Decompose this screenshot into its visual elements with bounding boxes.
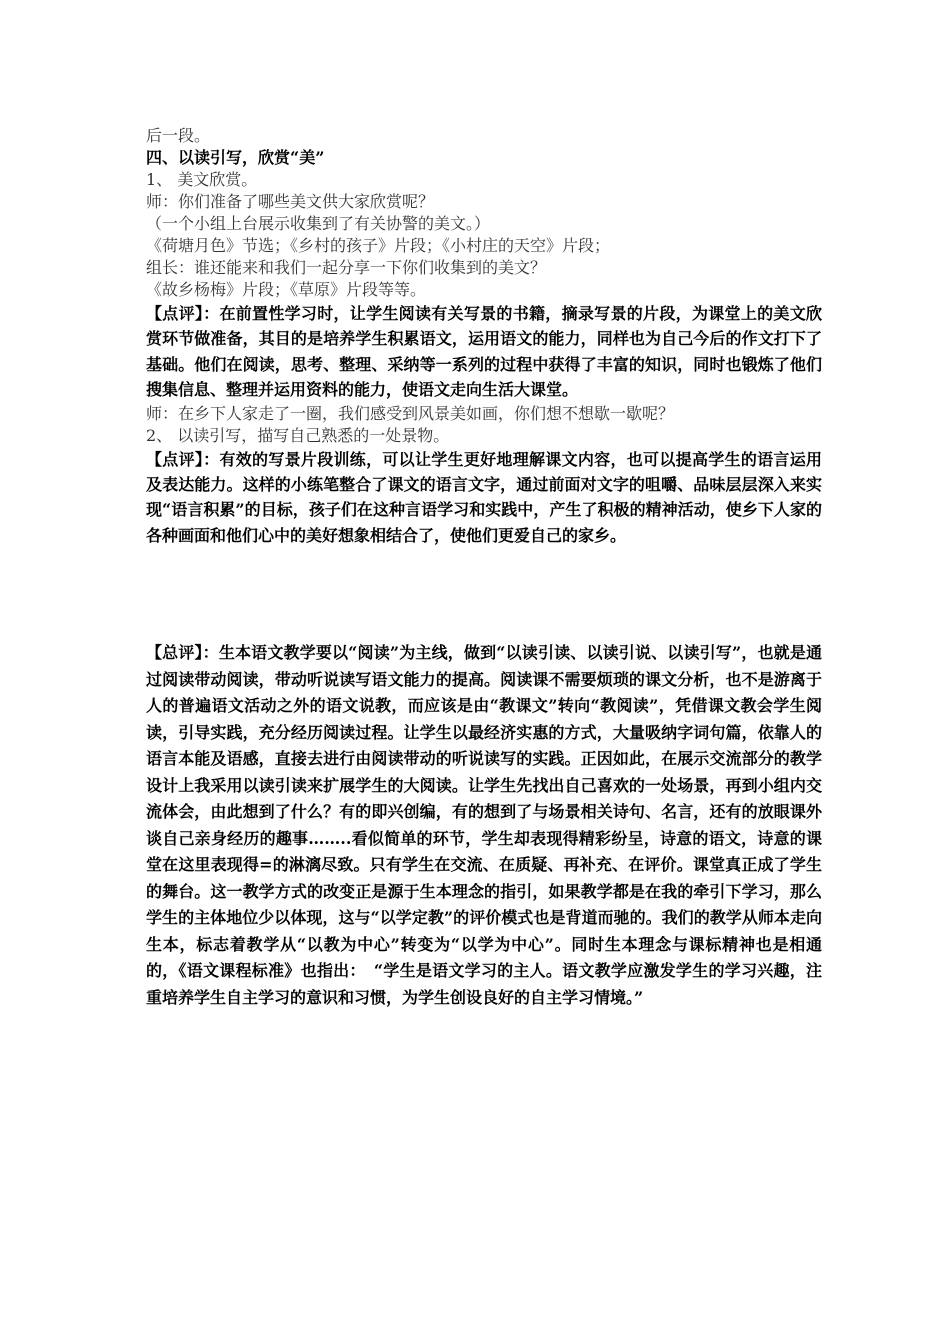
comment-paragraph-2: 【点评】：有效的写景片段训练，可以让学生更好地理解课文内容，也可以提高学生的语言运用及表达能力。这样的小练笔整合了课文的语言文字，通过前面对文字的咀嚼、品味层层深入来实现“语言积累”的目标，孩子们在这种言语学习和实践中，产生了积极的精神活动，使乡下人家的各种画面和他们心中的美好想象相结合了，使他们更爱自己的家乡。 <box>146 449 822 545</box>
summary-paragraph: 【总评】：生本语文教学要以“阅读”为主线，做到“以读引读、以读引说、以读引写”，也就是通过阅读带动阅读，带动听说读写语文能力的提高。阅读课不需要烦琐的课文分析，也不是游离于人的普遍语文活动之外的语文说教，而应该是由“教课文”转向“教阅读”，凭借课文教会学生阅读，引导实践，充分经历阅读过程。让学生以最经济实惠的方式，大量吸纳字词句篇，依靠人的语言本能及语感，直接去进行由阅读带动的听说读写的实践。正因如此，在展示交流部分的教学设计上我采用以读引读来扩展学生的大阅读。让学生先找出自己喜欢的一处场景，再到小组内交流体会，由此想到了什么？有的即兴创编，有的想到了与场景相关诗句、名言，还有的放眼课外谈自己亲身经历的趣事……..看似简单的环节，学生却表现得精彩纷呈，诗意的语文，诗意的课堂在这里表现得=的淋漓尽致。只有学生在交流、在质疑、再补充、在评价。课堂真正成了学生的舞台。这一教学方式的改变正是源于生本理念的指引，如果教学都是在我的牵引下学习，那么学生的主体地位少以体现，这与“以学定教”的评价模式也是背道而驰的。我们的教学从师本走向生本，标志着教学从“以教为中心”转变为“以学为中心”。同时生本理念与课标精神也是相通的，《语文课程标准》也指出： “学生是语文学习的主人。语文教学应激发学生的学习兴趣，注重培养学生自主学习的意识和习惯，为学生创设良好的自主学习情境。” <box>146 643 822 1007</box>
excerpts-line-2: 《故乡杨梅》片段；《草原》片段等等。 <box>146 280 427 299</box>
list-item-2: 2、 以读引写，描写自己熟悉的一处景物。 <box>146 425 450 445</box>
leader-line: 组长：谁还能来和我们一起分享一下你们收集到的美文？ <box>146 258 547 277</box>
list-item-1: 1、 美文欣赏。 <box>146 170 258 189</box>
teacher-question: 师：你们准备了哪些美文供大家欣赏呢？ <box>146 192 435 211</box>
paragraph-end-line: 后一段。 <box>146 126 211 145</box>
comment-paragraph-1: 【点评】：在前置性学习时，让学生阅读有关写景的书籍，摘录写景的片段，为课堂上的美文欣赏环节做准备，其目的是培养学生积累语文，运用语文的能力，同样也为自己今后的作文打下了基础。他们在阅读，思考、整理、采纳等一系列的过程中获得了丰富的知识，同时也锻炼了他们搜集信息、整理并运用资料的能力，使语文走向生活大课堂。 <box>146 304 822 400</box>
document-page <box>146 125 822 1011</box>
teacher-question-2: 师：在乡下人家走了一圈，我们感受到风景美如画，你们想不想歇一歇呢？ <box>146 403 675 423</box>
excerpts-line-1: 《荷塘月色》节选；《乡村的孩子》片段；《小村庄的天空》片段； <box>146 236 611 255</box>
section-heading: 四、以读引写，欣赏“美” <box>146 148 325 167</box>
group-show-note: （一个小组上台展示收集到了有关协警的美文。） <box>146 214 491 233</box>
spacer <box>146 548 822 640</box>
